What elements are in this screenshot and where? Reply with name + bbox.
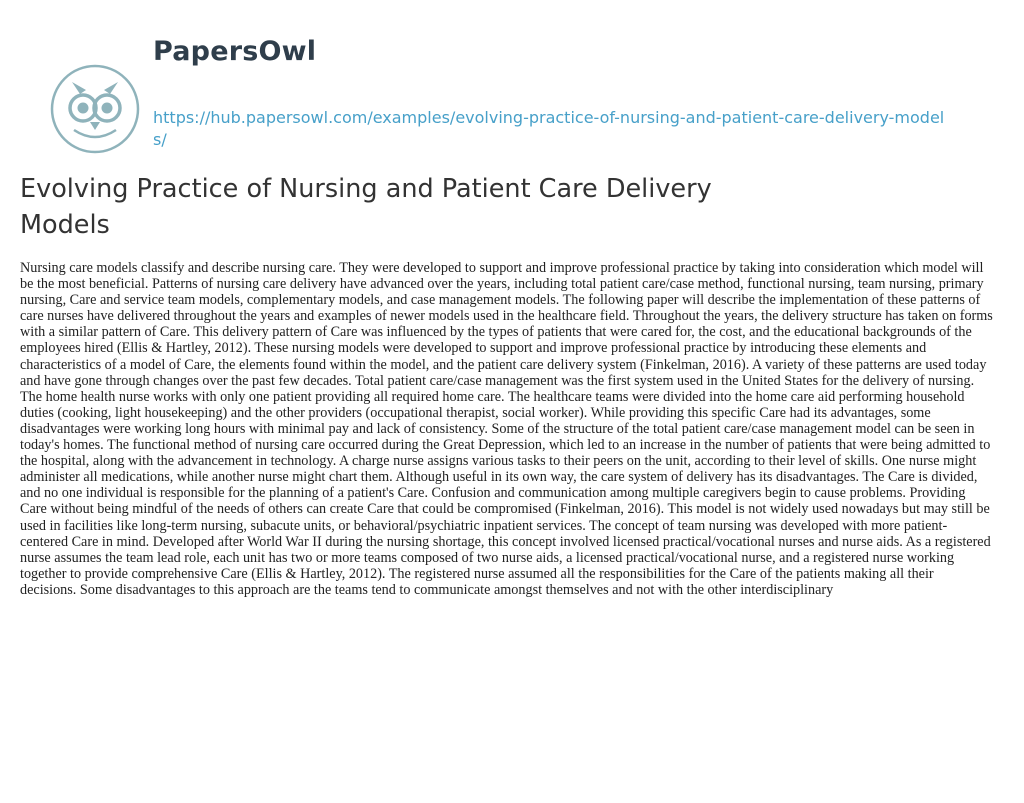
source-url-link[interactable]: https://hub.papersowl.com/examples/evolving-practice-of-nursing-and-patient-care-delivery-models/	[153, 108, 945, 149]
owl-logo-icon	[50, 64, 140, 154]
site-header	[50, 34, 990, 154]
page-title: Evolving Practice of Nursing and Patient Care Delivery Models	[20, 174, 712, 240]
article-body: Nursing care models classify and describe nursing care. They were developed to support and improve professional practice by taking into consideration which model will be the most beneficial. Patterns of nursing care delivery have advanced over the years, including total patient care/case method, functional nursing, team nursing, primary nursing, Care and service team models, complementary models, and case management models. The following paper will describe the implementation of these patterns of care nurses have delivered throughout the years and examples of newer models used in the healthcare field. Throughout the years, the delivery structure has taken on forms with a similar pattern of Care. This delivery pattern of Care was influenced by the types of patients that were cared for, the cost, and the educational backgrounds of the employees hired (Ellis & Hartley, 2012). These nursing models were developed to support and improve professional practice by introducing these elements and characteristics of a model of Care, the elements found within the model, and the patient care delivery system (Finkelman, 2016). A variety of these patterns are used today and have gone through changes over the past few decades. Total patient care/case management was the first system used in the United States for the delivery of nursing. The home health nurse works with only one patient providing all required home care. The healthcare teams were divided into the home care aid performing household duties (cooking, light housekeeping) and the other providers (occupational therapist, social worker). While providing this specific Care had its advantages, some disadvantages were working long hours with minimal pay and lack of consistency. Some of the structure of the total patient care/case management model can be seen in today's homes. The functional method of nursing care occurred during the Great Depression, which led to an increase in the number of patients that were being admitted to the hospital, along with the advancement in technology. A charge nurse assigns various tasks to their peers on the unit, according to their level of skills. One nurse might administer all medications, while another nurse might chart them. Although useful in its own way, the care system of delivery has its disadvantages. The Care is divided, and no one individual is responsible for the planning of a patient's Care. Confusion and communication among multiple caregivers begin to cause problems. Providing Care without being mindful of the needs of others can create Care that could be compromised (Finkelman, 2016). This model is not widely used nowadays but may still be used in facilities like long-term nursing, subacute units, or behavioral/psychiatric inpatient services. The concept of team nursing was developed with more patient-centered Care in mind. Developed after World War II during the nursing shortage, this concept involved licensed practical/vocational nurses and nurse aids. As a registered nurse assumes the team lead role, each unit has two or more teams composed of two nurse aids, a licensed practical/vocational nurse, and a registered nurse working together to provide comprehensive Care (Ellis & Hartley, 2012). The registered nurse assumed all the responsibilities for the Care of the patients making all their decisions. Some disadvantages to this approach are the teams tend to communicate amongst themselves and not with the other interdisciplinary	[20, 260, 993, 598]
brand-name: PapersOwl	[153, 36, 317, 67]
